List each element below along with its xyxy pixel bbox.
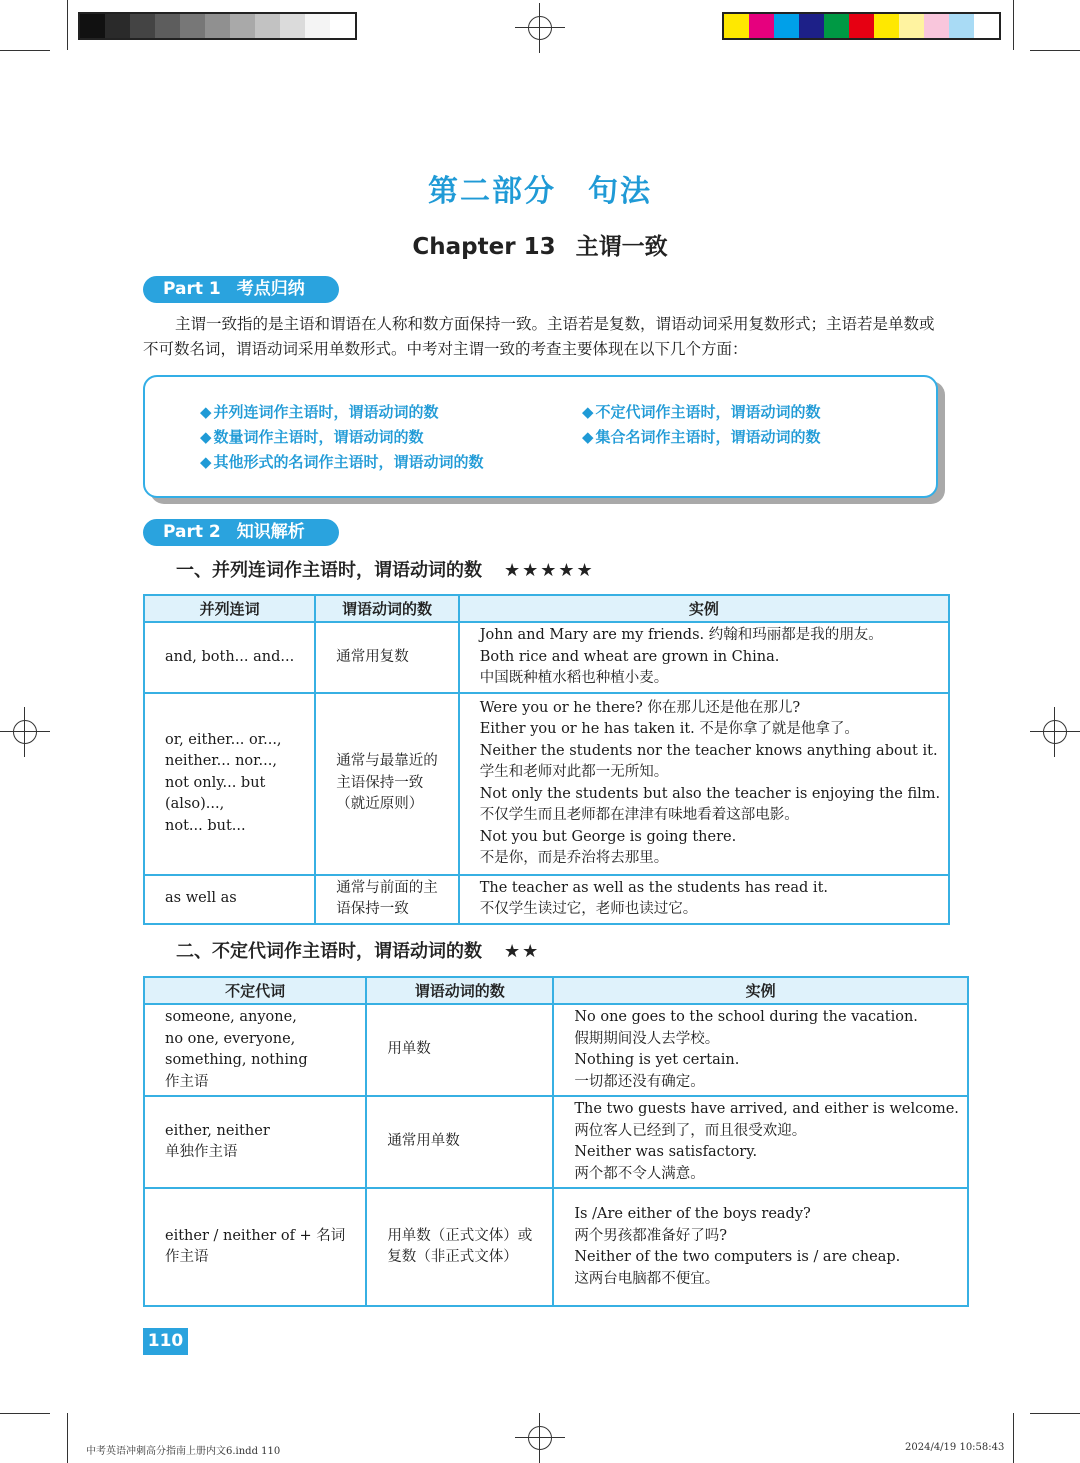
- cell-line: 主语保持一致: [336, 774, 424, 791]
- cell-line: Were you or he there? 你在那儿还是他在那儿?: [479, 699, 801, 716]
- part2-text: 知识解析: [236, 522, 305, 542]
- page-title: [0, 166, 1080, 210]
- cell-line: 复数（非正式文体）: [387, 1249, 518, 1265]
- example-cell: [553, 1004, 968, 1096]
- cell-line: 语保持一致: [336, 901, 409, 917]
- cell-line: Neither was satisfactory.: [574, 1144, 758, 1160]
- chapter-topic: 主谓一致: [575, 234, 668, 260]
- color-swatch: [180, 14, 205, 38]
- table-row: [144, 1004, 968, 1096]
- part-title: 第二部分: [428, 174, 556, 209]
- rule-cell: [315, 693, 459, 875]
- color-swatch: [280, 14, 305, 38]
- cell-line: Is /Are either of the boys ready?: [574, 1206, 811, 1222]
- cell-line: Not only the students but also the teacher is enjoying the film.: [479, 785, 941, 802]
- footer-timestamp: 2024/4/19 10:58:43: [905, 1442, 1005, 1453]
- cell-line: 用单数（正式文体）或: [387, 1227, 533, 1244]
- section2-title: 二、不定代词作主语时，谓语动词的数 ★★: [176, 941, 541, 962]
- cell-line: 通常用复数: [336, 648, 409, 665]
- section1-title: 一、并列连词作主语时，谓语动词的数 ★★★★★: [176, 560, 595, 581]
- grayscale-bar: [78, 12, 357, 40]
- color-swatch: [824, 14, 849, 38]
- color-swatch: [974, 14, 999, 38]
- cell-line: 这两台电脑都不便宜。: [574, 1270, 720, 1287]
- cell-line: as well as: [165, 890, 237, 907]
- color-swatch: [874, 14, 899, 38]
- color-swatch: [774, 14, 799, 38]
- color-swatch: [230, 14, 255, 38]
- color-swatch: [924, 14, 949, 38]
- example-cell: [553, 1188, 968, 1306]
- term-cell: [144, 1096, 366, 1188]
- cell-line: John and Mary are my friends. 约翰和玛丽都是我的朋友。: [479, 627, 883, 643]
- footer-file: 中考英语冲刺高分指南上册内文6.indd 110: [86, 1446, 281, 1457]
- table-row: [144, 693, 949, 875]
- cell-line: The teacher as well as the students has read it.: [479, 879, 829, 896]
- cell-line: 单独作主语: [165, 1144, 238, 1160]
- color-swatch: [330, 14, 355, 38]
- cell-line: 不是你，而是乔治将去那里。: [479, 850, 669, 866]
- cell-line: 通常与最靠近的: [336, 753, 438, 770]
- example-cell: [459, 622, 949, 693]
- summary-item: ◆ 不定代词作主语时，谓语动词的数: [582, 403, 821, 421]
- cell-line: （就近原则）: [336, 796, 424, 813]
- cell-line: neither... nor...,: [165, 753, 277, 770]
- star-rating: ★★★★★: [504, 560, 595, 581]
- cell-line: and, both... and...: [165, 648, 295, 665]
- registration-mark: [515, 3, 565, 53]
- pronoun-table: [143, 976, 969, 1307]
- part1-text: 考点归纳: [236, 279, 305, 299]
- cell-line: not... but...: [165, 817, 246, 834]
- diamond-icon: ◆: [582, 428, 594, 446]
- color-swatch: [899, 14, 924, 38]
- registration-mark: [1030, 707, 1080, 757]
- table-header-row: [144, 977, 968, 1004]
- color-swatch: [949, 14, 974, 38]
- column-header: 谓语动词的数: [366, 977, 553, 1004]
- column-header: 谓语动词的数: [315, 595, 459, 622]
- cell-line: 通常与前面的主: [336, 879, 438, 896]
- intro-paragraph: [143, 312, 938, 362]
- color-swatch: [305, 14, 330, 38]
- cell-line: something, nothing: [165, 1052, 308, 1068]
- table-row: [144, 1188, 968, 1306]
- color-swatch: [205, 14, 230, 38]
- cell-line: either / neither of + 名词: [165, 1227, 346, 1244]
- cell-line: 学生和老师对此都一无所知。: [479, 764, 669, 780]
- part1-label: [143, 276, 339, 303]
- page-number: 110: [143, 1328, 188, 1355]
- crop-mark: [0, 50, 50, 51]
- crop-mark: [1030, 1413, 1080, 1414]
- intro-text: 主谓一致指的是主语和谓语在人称和数方面保持一致。主语若是复数，谓语动词采用复数形式；主语若是单数或不可数名词，谓语动词采用单数形式。中考对主谓一致的考查主要体现在以下几个方面：: [143, 315, 935, 358]
- cell-line: 作主语: [165, 1073, 209, 1090]
- color-swatch: [849, 14, 874, 38]
- registration-mark: [515, 1413, 565, 1463]
- summary-item: ◆ 数量词作主语时，谓语动词的数: [200, 428, 424, 446]
- table-row: [144, 875, 949, 924]
- term-cell: [144, 1188, 366, 1306]
- cell-line: 两位客人已经到了，而且很受欢迎。: [574, 1122, 807, 1139]
- color-swatch: [155, 14, 180, 38]
- chapter-title: [0, 228, 1080, 261]
- crop-mark: [1030, 50, 1080, 51]
- cell-line: 作主语: [165, 1249, 209, 1265]
- crop-mark: [0, 1413, 50, 1414]
- crop-mark: [1013, 1413, 1014, 1463]
- cell-line: Nothing is yet certain.: [574, 1052, 740, 1068]
- diamond-icon: ◆: [200, 403, 212, 421]
- summary-item: ◆ 集合名词作主语时，谓语动词的数: [582, 428, 821, 446]
- color-bar: [722, 12, 1001, 40]
- diamond-icon: ◆: [582, 403, 594, 421]
- cell-line: (also)...,: [165, 796, 225, 813]
- cell-line: Both rice and wheat are grown in China.: [479, 648, 780, 665]
- column-header: 实例: [553, 977, 968, 1004]
- diamond-icon: ◆: [200, 428, 212, 446]
- rule-cell: [366, 1004, 553, 1096]
- part2-label: [143, 519, 339, 546]
- cell-line: no one, everyone,: [165, 1030, 296, 1047]
- example-cell: [553, 1096, 968, 1188]
- rule-cell: [366, 1096, 553, 1188]
- color-swatch: [80, 14, 105, 38]
- rule-cell: [315, 875, 459, 924]
- example-cell: [459, 693, 949, 875]
- example-cell: [459, 875, 949, 924]
- cell-line: someone, anyone,: [165, 1009, 297, 1025]
- rule-cell: [315, 622, 459, 693]
- chapter-number: Chapter 13: [412, 234, 556, 260]
- table-row: [144, 1096, 968, 1188]
- diamond-icon: ◆: [200, 453, 212, 471]
- summary-item: ◆ 并列连词作主语时，谓语动词的数: [200, 403, 439, 421]
- color-swatch: [749, 14, 774, 38]
- cell-line: 假期期间没人去学校。: [574, 1030, 720, 1047]
- cell-line: 中国既种植水稻也种植小麦。: [479, 670, 669, 686]
- summary-item: ◆ 其他形式的名词作主语时，谓语动词的数: [200, 453, 484, 471]
- table-row: [144, 622, 949, 693]
- color-swatch: [130, 14, 155, 38]
- registration-mark: [0, 707, 50, 757]
- crop-mark: [67, 1413, 68, 1463]
- color-swatch: [724, 14, 749, 38]
- column-header: 实例: [459, 595, 949, 622]
- cell-line: 通常用单数: [387, 1133, 460, 1150]
- star-rating: ★★: [504, 941, 541, 962]
- rule-cell: [366, 1188, 553, 1306]
- cell-line: either, neither: [165, 1122, 270, 1139]
- cell-line: 不仅学生读过它，老师也读过它。: [479, 901, 698, 917]
- term-cell: [144, 875, 315, 924]
- term-cell: [144, 622, 315, 693]
- cell-line: 不仅学生而且老师都在津津有味地看着这部电影。: [479, 807, 799, 823]
- cell-line: The two guests have arrived, and either is welcome.: [574, 1101, 959, 1117]
- cell-line: Neither of the two computers is / are cheap.: [574, 1249, 901, 1265]
- cell-line: 用单数: [387, 1041, 431, 1058]
- crop-mark: [1013, 0, 1014, 50]
- column-header: 不定代词: [144, 977, 366, 1004]
- cell-line: Neither the students nor the teacher knows anything about it.: [479, 742, 938, 759]
- color-swatch: [255, 14, 280, 38]
- part1-number: Part 1: [163, 279, 221, 299]
- summary-box: [143, 375, 938, 498]
- column-header: 并列连词: [144, 595, 315, 622]
- cell-line: Not you but George is going there.: [479, 828, 737, 845]
- term-cell: [144, 693, 315, 875]
- cell-line: not only... but: [165, 774, 266, 791]
- crop-mark: [67, 0, 68, 50]
- table-header-row: [144, 595, 949, 622]
- cell-line: No one goes to the school during the vacation.: [574, 1009, 918, 1025]
- term-cell: [144, 1004, 366, 1096]
- color-swatch: [799, 14, 824, 38]
- cell-line: 两个都不令人满意。: [574, 1165, 705, 1182]
- cell-line: 两个男孩都准备好了吗?: [574, 1227, 728, 1244]
- conjunction-table: [143, 594, 950, 925]
- topic-title: 句法: [588, 174, 652, 209]
- color-swatch: [105, 14, 130, 38]
- part2-number: Part 2: [163, 522, 221, 542]
- cell-line: Either you or he has taken it. 不是你拿了就是他拿了。: [479, 721, 859, 737]
- cell-line: or, either... or...,: [165, 731, 282, 748]
- cell-line: 一切都还没有确定。: [574, 1073, 705, 1090]
